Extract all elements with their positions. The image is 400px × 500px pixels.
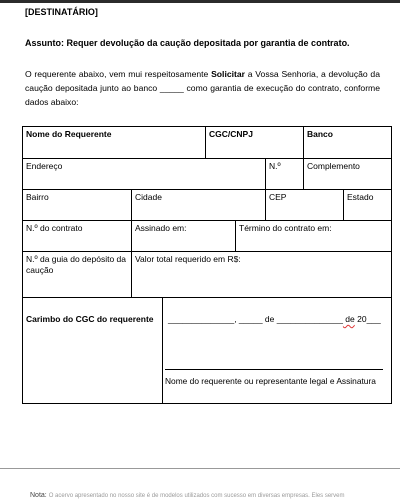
footnote-label: Nota:	[30, 492, 47, 499]
footnote	[30, 492, 345, 499]
date-year: 20___	[354, 314, 381, 324]
label-banco: Banco	[307, 129, 333, 139]
intro-bold-word: Solicitar	[211, 69, 245, 79]
label-complemento: Complemento	[307, 161, 360, 171]
date-de-1: de	[262, 314, 277, 324]
subject-line: Assunto: Requer devolução da caução depositada por garantia de contrato.	[25, 38, 350, 48]
label-numero-guia: N.º da guia do depósito da caução	[26, 254, 126, 275]
label-endereco: Endereço	[26, 161, 63, 171]
date-blank-month: ______________	[276, 314, 343, 324]
signature-label: Nome do requerente ou representante legal e Assinatura	[165, 376, 376, 386]
label-numero: N.º	[269, 161, 281, 171]
label-carimbo: Carimbo do CGC do requerente	[26, 314, 154, 324]
row-divider-5	[22, 297, 392, 298]
label-assinado-em: Assinado em:	[135, 223, 187, 233]
label-numero-contrato: N.º do contrato	[26, 223, 83, 233]
intro-text-end: a Vossa Senhoria, a devolução da caução depositada junto ao banco _____ como garantia de execução do contrato, conforme dados abaixo:	[25, 69, 380, 107]
label-cep: CEP	[269, 192, 287, 202]
label-cgc-cnpj: CGC/CNPJ	[209, 129, 253, 139]
label-estado: Estado	[347, 192, 374, 202]
page-bottom-rule	[0, 468, 400, 469]
label-nome-requerente: Nome do Requerente	[26, 129, 112, 139]
date-blank-day: _____	[238, 314, 263, 324]
date-comma: ,	[234, 314, 239, 324]
date-de-2: de	[342, 314, 355, 324]
label-bairro: Bairro	[26, 192, 49, 202]
date-line	[168, 314, 381, 324]
footnote-text: O acervo apresentado no nosso site é de modelos utilizados com sucesso em diversas empresas. Eles servem	[48, 493, 345, 499]
intro-paragraph	[25, 67, 380, 109]
table-border-right	[391, 126, 392, 404]
label-termino-contrato: Término do contrato em:	[239, 223, 332, 233]
table-border-bottom	[22, 403, 392, 404]
label-valor-total: Valor total requerido em R$:	[135, 254, 241, 264]
row6-col-divider-1	[162, 297, 163, 403]
top-border	[0, 0, 400, 3]
recipient-placeholder: [DESTINATÁRIO]	[25, 7, 98, 17]
intro-text-start: O requerente abaixo, vem mui respeitosamente	[25, 69, 212, 79]
label-cidade: Cidade	[135, 192, 162, 202]
request-form-table	[22, 126, 392, 404]
signature-line	[165, 369, 383, 370]
date-blank-city: ______________	[168, 314, 235, 324]
